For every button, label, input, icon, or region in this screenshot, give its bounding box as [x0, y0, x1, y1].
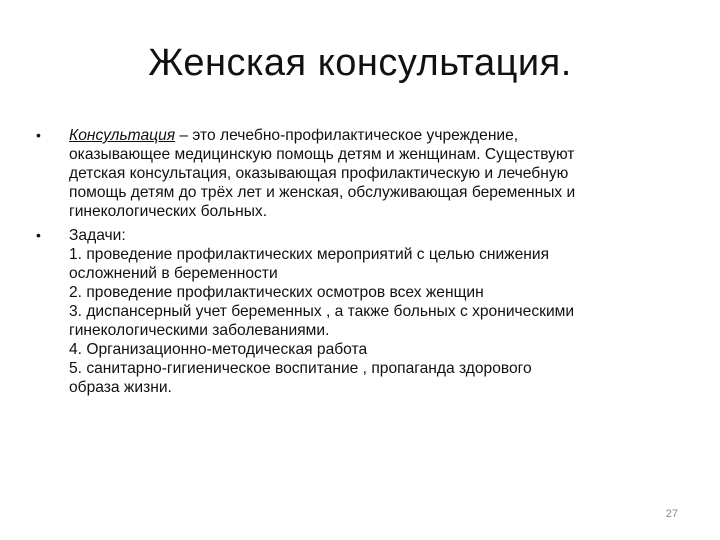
task-line: 3. диспансерный учет беременных , а также больных с хроническими — [69, 303, 575, 320]
definition-first-line-rest: – это лечебно-профилактическое учреждение, — [175, 127, 519, 144]
task-line: 2. проведение профилактических осмотров всех женщин — [69, 284, 484, 301]
bullet-dot: • — [36, 227, 41, 243]
bullet-definition — [36, 126, 676, 221]
definition-line-1 — [69, 126, 676, 145]
task-line: гинекологическими заболеваниями. — [69, 322, 330, 339]
task-line: осложнений в беременности — [69, 265, 278, 282]
page-number: 27 — [665, 508, 678, 520]
definition-line: гинекологических больных. — [69, 203, 268, 220]
bullet-list — [36, 126, 676, 402]
task-line: 4. Организационно-методическая работа — [69, 341, 368, 358]
bullet-dot: • — [36, 127, 41, 143]
bullet-tasks — [36, 226, 676, 397]
slide-title: Женская консультация. — [148, 42, 572, 84]
definition-line: оказывающее медицинскую помощь детям и женщинам. Существуют — [69, 146, 575, 163]
task-line: образа жизни. — [69, 379, 172, 396]
task-line: 1. проведение профилактических мероприятий с целью снижения — [69, 246, 550, 263]
definition-term: Консультация — [69, 127, 176, 144]
tasks-heading: Задачи: — [69, 227, 126, 244]
definition-line: детская консультация, оказывающая профилактическую и лечебную — [69, 165, 569, 182]
task-line: 5. санитарно-гигиеническое воспитание , пропаганда здорового — [69, 360, 532, 377]
definition-line: помощь детям до трёх лет и женская, обслуживающая беременных и — [69, 184, 576, 201]
